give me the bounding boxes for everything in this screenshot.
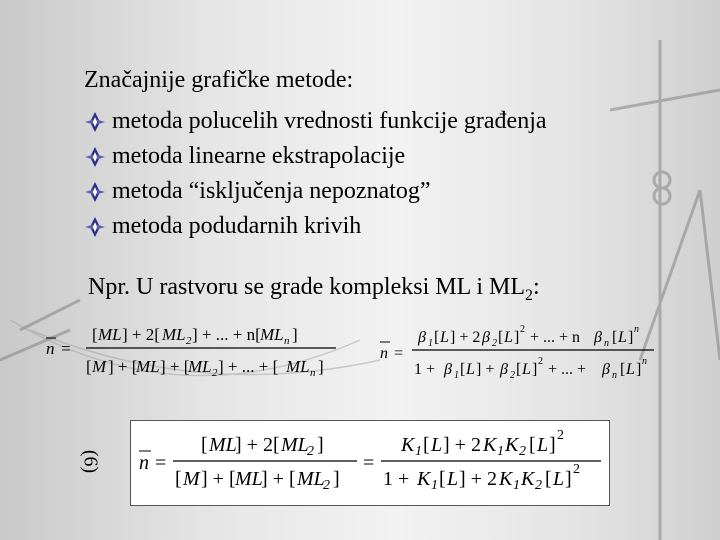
svg-text:ML: ML	[235, 468, 263, 490]
svg-text:L: L	[504, 329, 513, 346]
svg-text:ML: ML	[286, 357, 310, 376]
svg-text:] + 2[: ] + 2[	[122, 325, 160, 344]
svg-text:2: 2	[573, 462, 580, 477]
svg-text:[: [	[545, 468, 552, 490]
svg-text:]: ]	[532, 361, 538, 378]
svg-text:2: 2	[520, 324, 525, 335]
svg-text:L: L	[537, 434, 549, 456]
example-colon: :	[533, 274, 540, 300]
svg-text:[: [	[529, 434, 536, 456]
svg-text:]: ]	[565, 468, 572, 490]
example-text: Npr. U rastvoru se grade kompleksi ML i ML	[88, 274, 526, 300]
svg-text:[: [	[460, 361, 466, 378]
svg-text:=: =	[363, 452, 375, 474]
svg-text:L: L	[466, 361, 475, 378]
svg-text:M: M	[92, 357, 107, 376]
svg-text:2: 2	[535, 478, 542, 493]
list-item-label: metoda “isključenja nepoznatog”	[112, 178, 431, 204]
svg-text:1: 1	[497, 444, 504, 459]
svg-text:[: [	[620, 361, 626, 378]
svg-text:] +: ] +	[476, 361, 495, 378]
svg-text:[: [	[498, 329, 504, 346]
svg-text:] + [: ] + [	[261, 468, 296, 490]
svg-text:[: [	[434, 329, 440, 346]
svg-text:n: n	[604, 338, 609, 349]
svg-text:1: 1	[454, 370, 459, 381]
svg-text:K: K	[521, 468, 535, 490]
heading: Značajnije grafičke metode:	[84, 67, 354, 93]
svg-text:1: 1	[513, 478, 520, 493]
svg-text:[: [	[86, 357, 92, 376]
svg-text:n: n	[642, 356, 647, 367]
svg-text:ML: ML	[136, 357, 160, 376]
list-item	[84, 139, 547, 174]
list-item	[84, 209, 547, 244]
svg-text:[: [	[612, 329, 618, 346]
svg-text:L: L	[618, 329, 627, 346]
svg-text:+ ... + n: + ... + n	[530, 329, 581, 346]
svg-text:ML: ML	[98, 325, 122, 344]
svg-text:L: L	[626, 361, 635, 378]
list-item-label: metoda polucelih vrednosti funkcije građenja	[112, 108, 547, 134]
method-list	[84, 104, 547, 244]
equation-n-bar-concentrations	[40, 316, 340, 386]
list-item-label: metoda podudarnih krivih	[112, 213, 362, 239]
svg-text:n: n	[380, 345, 388, 362]
svg-text:β: β	[602, 361, 610, 378]
svg-text:]: ]	[628, 329, 634, 346]
svg-text:] + 2: ] + 2	[450, 329, 481, 346]
svg-text:=: =	[394, 345, 404, 362]
equation-n-bar-betas	[378, 318, 668, 388]
svg-text:ML: ML	[281, 434, 309, 456]
svg-text:[: [	[516, 361, 522, 378]
svg-text:]: ]	[318, 357, 324, 376]
svg-text:]: ]	[333, 468, 340, 490]
svg-text:2: 2	[307, 444, 314, 459]
svg-text:ML: ML	[188, 357, 212, 376]
list-item	[84, 174, 547, 209]
svg-text:[: [	[201, 434, 208, 456]
svg-text:1: 1	[415, 444, 422, 459]
svg-text:ML: ML	[260, 325, 284, 344]
svg-text:]: ]	[514, 329, 520, 346]
svg-text:K: K	[401, 434, 415, 456]
svg-text:2: 2	[538, 356, 543, 367]
svg-text:β: β	[594, 329, 602, 346]
svg-text:n: n	[310, 367, 316, 379]
equation-number: (6)	[79, 449, 102, 474]
example-sentence	[88, 274, 540, 305]
svg-text:1: 1	[428, 338, 433, 349]
svg-text:ML: ML	[162, 325, 186, 344]
svg-text:β: β	[500, 361, 508, 378]
svg-text:n: n	[284, 335, 290, 347]
svg-text:β: β	[482, 329, 490, 346]
svg-text:2: 2	[492, 338, 497, 349]
svg-text:K: K	[483, 434, 497, 456]
svg-text:1 +: 1 +	[414, 361, 436, 378]
svg-text:1: 1	[431, 478, 438, 493]
svg-text:K: K	[505, 434, 519, 456]
svg-text:M: M	[183, 468, 200, 490]
svg-text:[: [	[423, 434, 430, 456]
svg-text:] + [: ] + [	[160, 357, 190, 376]
svg-text:2: 2	[323, 478, 330, 493]
svg-text:] + [: ] + [	[108, 357, 138, 376]
svg-text:β: β	[418, 329, 426, 346]
svg-text:1 +: 1 +	[383, 468, 410, 490]
svg-text:n: n	[612, 370, 617, 381]
svg-text:] + 2[: ] + 2[	[235, 434, 280, 456]
diamond-bullet-icon	[84, 216, 106, 238]
svg-text:] + ... + [: ] + ... + [	[218, 357, 279, 376]
svg-text:[: [	[175, 468, 182, 490]
svg-text:]: ]	[317, 434, 324, 456]
svg-text:=: =	[60, 339, 72, 358]
example-subscript: 2	[525, 286, 534, 304]
svg-text:ML: ML	[209, 434, 237, 456]
svg-text:] + ... + n[: ] + ... + n[	[192, 325, 261, 344]
svg-text:[: [	[92, 325, 98, 344]
svg-text:n: n	[634, 324, 639, 335]
svg-text:K: K	[499, 468, 513, 490]
svg-text:] + [: ] + [	[201, 468, 236, 490]
svg-text:=: =	[155, 452, 167, 474]
svg-text:n: n	[46, 339, 55, 358]
equation-6	[131, 421, 609, 505]
svg-text:]: ]	[636, 361, 642, 378]
diamond-bullet-icon	[84, 181, 106, 203]
svg-text:K: K	[417, 468, 431, 490]
svg-text:]: ]	[549, 434, 556, 456]
svg-text:] + 2: ] + 2	[443, 434, 481, 456]
svg-text:L: L	[447, 468, 459, 490]
svg-text:2: 2	[186, 335, 192, 347]
svg-text:]: ]	[292, 325, 298, 344]
diamond-bullet-icon	[84, 146, 106, 168]
svg-text:β: β	[444, 361, 452, 378]
svg-text:n: n	[139, 452, 149, 474]
svg-text:2: 2	[510, 370, 515, 381]
svg-text:2: 2	[212, 367, 218, 379]
svg-text:2: 2	[519, 444, 526, 459]
equation-6-box	[130, 420, 610, 506]
list-item-label: metoda linearne ekstrapolacije	[112, 143, 406, 169]
svg-text:L: L	[553, 468, 565, 490]
diamond-bullet-icon	[84, 111, 106, 133]
list-item	[84, 104, 547, 139]
svg-text:L: L	[440, 329, 449, 346]
svg-text:2: 2	[557, 428, 564, 443]
svg-text:ML: ML	[297, 468, 325, 490]
svg-text:] + 2: ] + 2	[459, 468, 497, 490]
svg-text:L: L	[522, 361, 531, 378]
svg-text:L: L	[431, 434, 443, 456]
svg-text:[: [	[439, 468, 446, 490]
svg-text:+ ... +: + ... +	[548, 361, 587, 378]
